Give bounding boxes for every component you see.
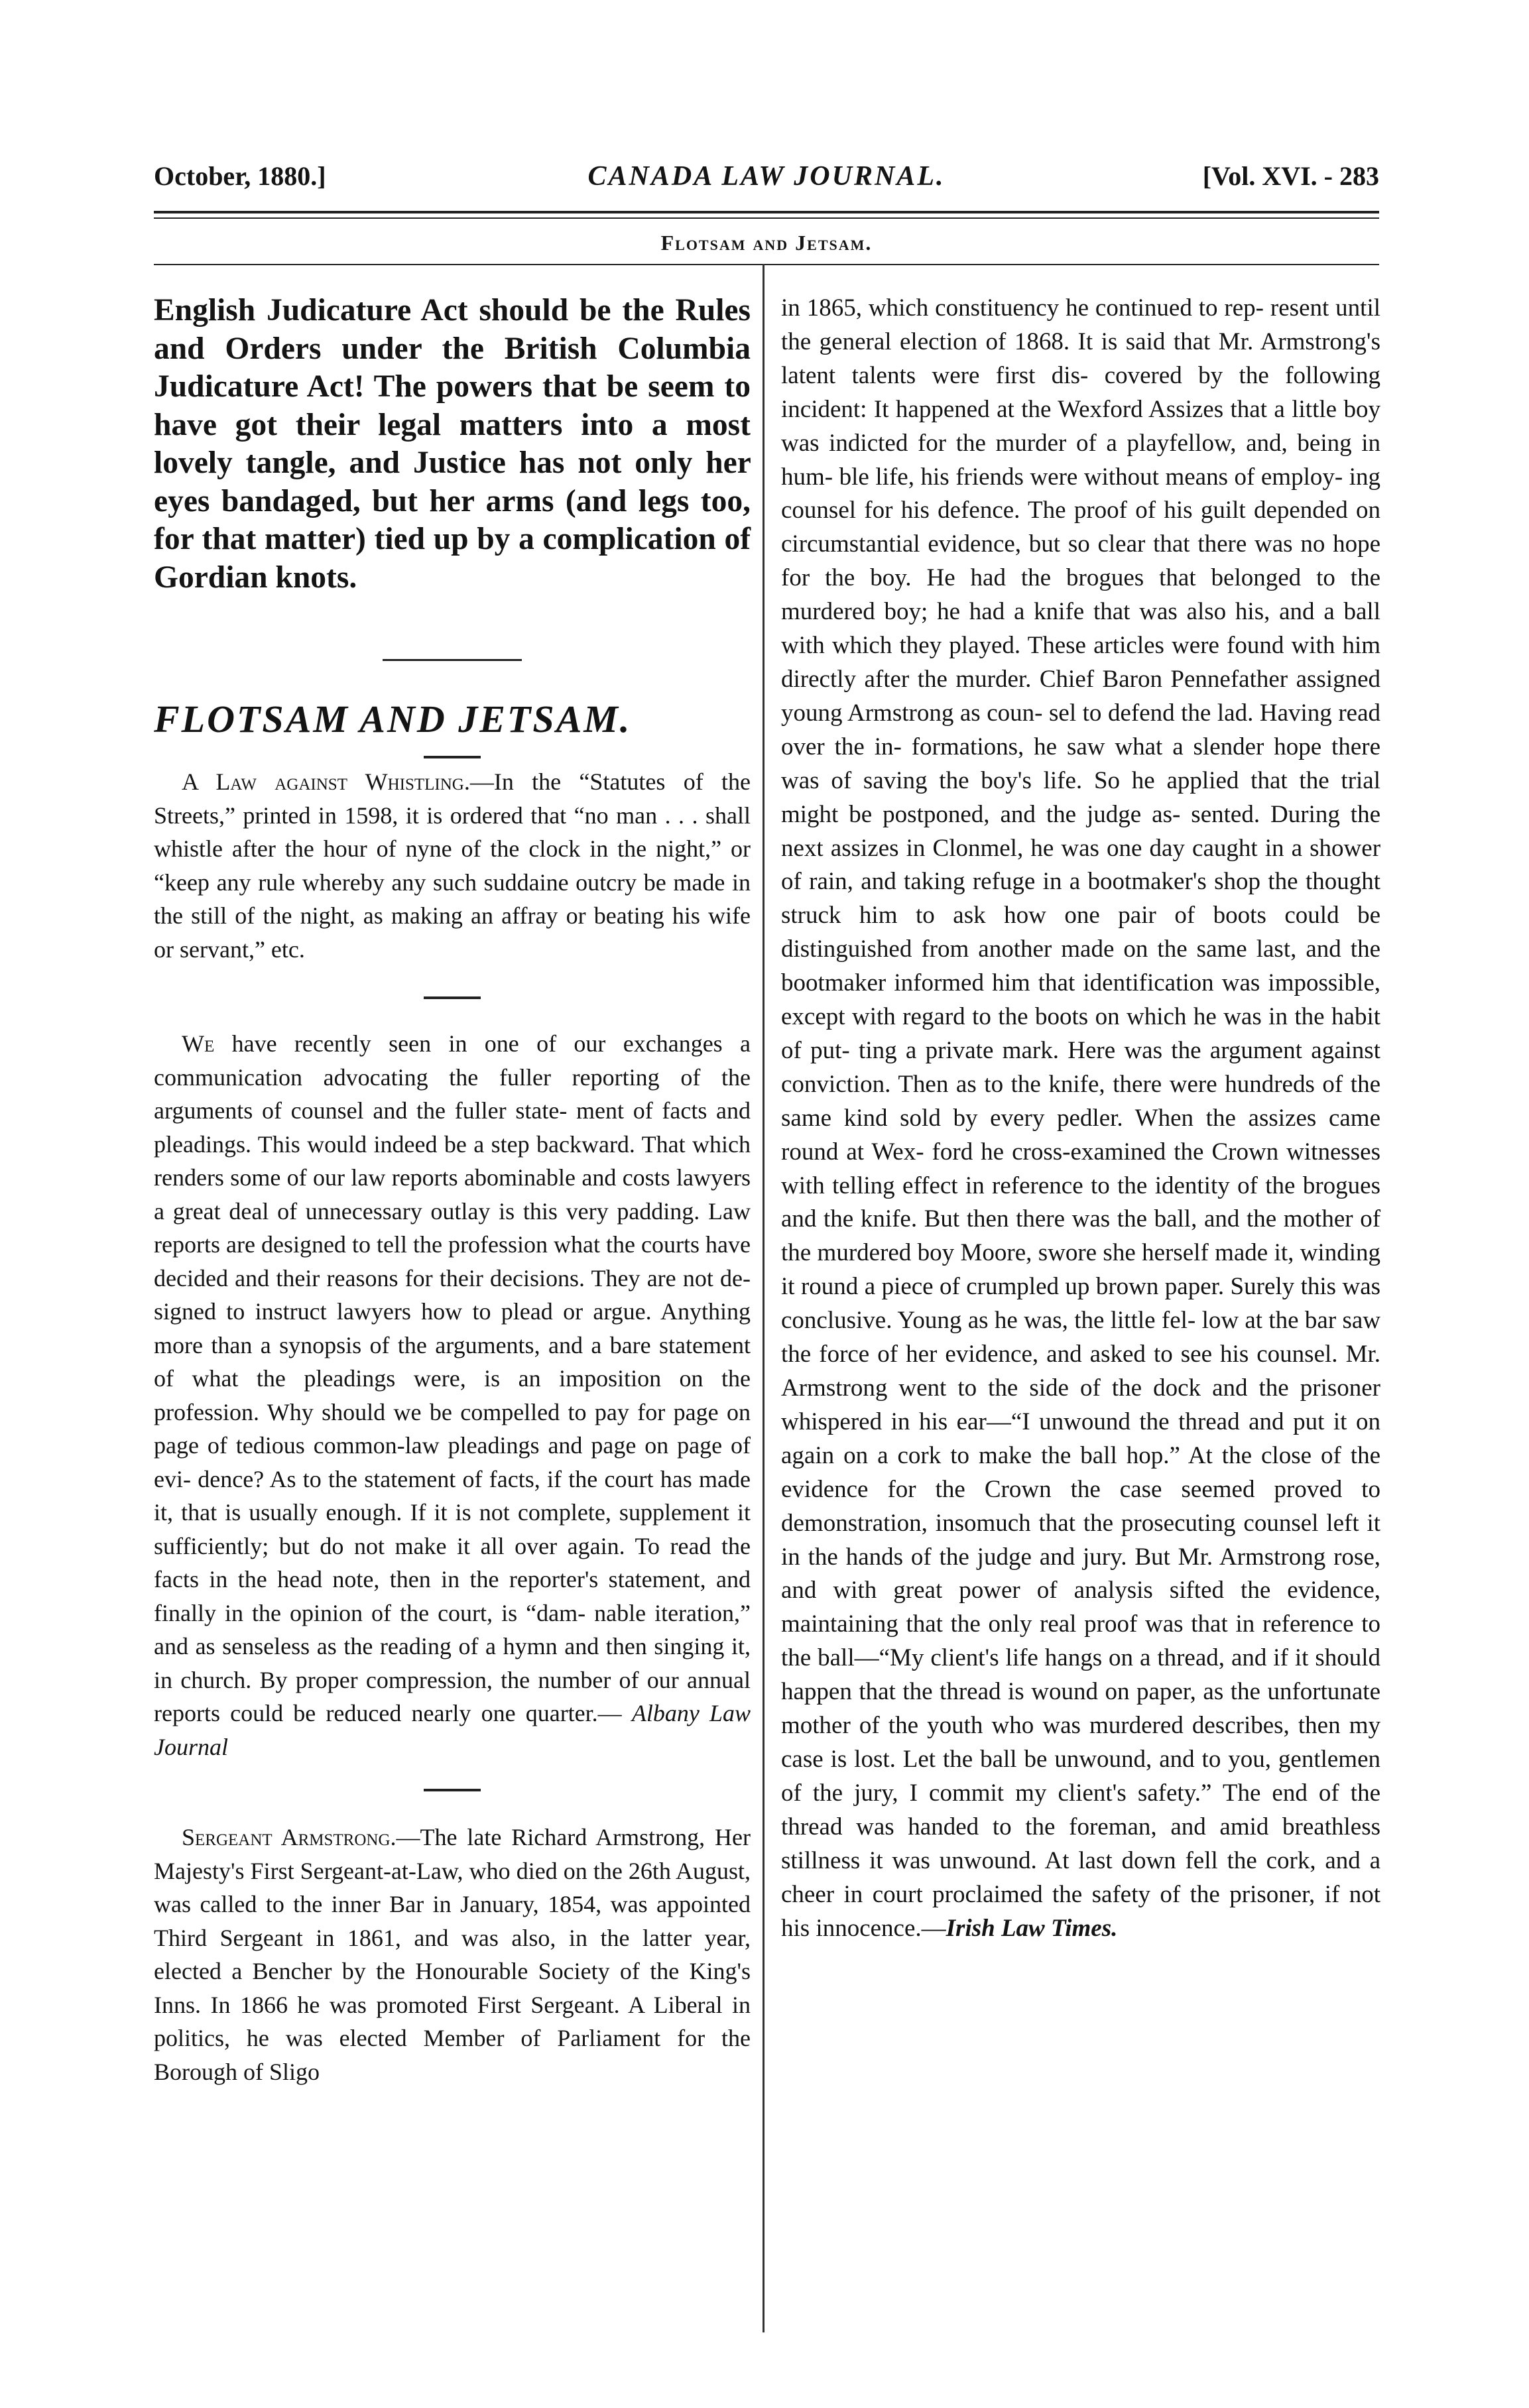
article-lead-word: We: [182, 1030, 215, 1057]
text-line: formations, he saw what a slender hope there was: [781, 733, 1381, 794]
column-divider: [763, 264, 764, 2332]
text-line: of Gordian knots.: [154, 522, 751, 595]
text-line: in the head note, then in the reporter's statement,: [209, 1566, 706, 1593]
text-line: in the still of the night, as making an affray or: [154, 869, 751, 929]
text-line: which they played. These articles were found: [831, 632, 1284, 660]
text-line: case is lost. Let the ball be unwound, and to you,: [781, 1745, 1271, 1773]
text-line: low at the bar saw the force of her evidence, and: [781, 1307, 1381, 1368]
text-line: could be distinguished from another made on the: [781, 902, 1381, 963]
header-date: October, 1880.]: [154, 161, 326, 191]
text-line: the foreman, and amid breathless stillness it was: [781, 1813, 1380, 1874]
judicature-paragraph: [154, 292, 751, 597]
text-line: and Orders under the British Columbia: [154, 331, 751, 366]
armstrong-paragraph: [154, 1821, 751, 2088]
text-line: —The late Richard: [396, 1824, 587, 1850]
text-line: signed to instruct lawyers how to plead or argue.: [154, 1298, 652, 1325]
text-line: Member of Parliament for the Borough of Sligo: [154, 2025, 751, 2085]
text-line: and taking refuge in a bootmaker's shop the: [861, 868, 1298, 896]
text-line: who died on the 26th August, was called to the: [154, 1857, 751, 1917]
text-line: be a step backward. That which renders some: [154, 1130, 751, 1191]
text-line: not his innocence.—: [781, 1880, 1380, 1942]
text-line: sel to defend the lad. Having read over the in-: [781, 699, 1380, 760]
text-line: reference to the ball—“My client's life hangs on: [781, 1610, 1380, 1672]
text-line: sented. During the next assizes in Clonmel,: [781, 800, 1381, 862]
text-line: that there was no hope for the boy. He had the: [781, 530, 1380, 592]
text-line: in 1865, which constituency he continued to rep-: [781, 294, 1264, 322]
text-line: Sergeant. A Liberal in politics, he was elected: [154, 1991, 751, 2051]
text-line: same last, and the bootmaker informed him that: [781, 935, 1381, 997]
text-line: again on a cork to make the ball hop.” At the: [781, 1441, 1253, 1469]
text-line: that Mr. Armstrong's latent talents were first dis-: [781, 328, 1381, 389]
text-line: of saving the boy's life. So he applied that the: [831, 766, 1329, 794]
text-line: asked to see his counsel. Mr. Armstrong went: [781, 1341, 1381, 1402]
text-line: is an imposition on the profession. Why should: [154, 1365, 751, 1425]
source-citation: Albany Law Journal: [154, 1700, 751, 1760]
text-line: covered by the following incident: It happened at: [781, 361, 1381, 423]
text-line: to the boots on which he was in the habit of put-: [781, 1003, 1381, 1064]
text-line: the Wexford Assizes that a little boy was indicted: [781, 395, 1380, 457]
text-line: gentlemen of the jury, I commit my client's: [781, 1745, 1381, 1807]
text-line: of a hymn and then singing it, in church. By: [154, 1633, 751, 1693]
header-rule-thick: [154, 211, 1379, 213]
text-line: in his ear—“I unwound the thread and put it on: [890, 1408, 1381, 1435]
left-column: [154, 292, 751, 2088]
text-line: maintaining that the only real proof was that in: [781, 1610, 1255, 1638]
header-rule-thin: [154, 217, 1379, 219]
text-line: reasons for their decisions. They are not de-: [326, 1264, 751, 1292]
source-citation: Irish Law Times.: [946, 1914, 1118, 1942]
text-line: were hundreds of the same kind sold by every: [781, 1070, 1380, 1132]
header-volume-page: [Vol. XVI. - 283: [1202, 161, 1379, 191]
text-line: court has made it, that is usually enough. If it: [154, 1465, 751, 1526]
text-line: is wound on paper, as the unfortunate mother of: [781, 1678, 1381, 1740]
text-line: close of the evidence for the Crown the case: [781, 1441, 1381, 1503]
text-line: trial might be postponed, and the judge as-: [781, 766, 1381, 828]
text-line: ble life, his friends were without means of employ-: [839, 463, 1343, 491]
reporting-paragraph: [154, 1027, 751, 1764]
text-line: a communication advocating the fuller reporting: [154, 1030, 751, 1091]
text-line: profession what the courts have decided and their: [154, 1231, 751, 1292]
text-line: with great power of analysis sifted the evidence,: [833, 1577, 1380, 1604]
armstrong-continued-paragraph: [781, 292, 1380, 1945]
text-line: ford he cross-examined the Crown witnesses with: [781, 1138, 1381, 1199]
text-line: identification was impossible, except with regard: [781, 969, 1381, 1031]
text-line: inner Bar in January, 1854, was appointed Third: [154, 1891, 751, 1951]
text-line: dence? As to the statement of facts, if the: [198, 1465, 598, 1492]
running-head-rule: [154, 264, 1379, 265]
text-line: of our law reports abominable and costs lawyers: [286, 1164, 751, 1191]
article-heading: Sergeant Armstrong.: [182, 1824, 397, 1850]
text-line: have recently seen in one of our exchanges: [214, 1030, 723, 1057]
text-line: thought struck him to ask how one pair of boots: [781, 868, 1381, 930]
text-line: ing counsel for his defence. The proof of his guilt: [781, 463, 1381, 524]
text-line: had a knife that was also his, and a ball with: [781, 598, 1380, 660]
text-line: resent until the general election of 1868. It is said: [781, 294, 1381, 355]
text-line: we be compelled to pay for page on page of tedious: [154, 1398, 751, 1459]
text-line: —In the “Statutes: [469, 768, 666, 795]
text-line: do not make it all over again. To read the facts: [154, 1532, 751, 1593]
text-line: eyes bandaged, but her arms (and legs too,: [154, 483, 751, 518]
text-line: Judicature Act! The powers that be seem: [154, 369, 715, 404]
text-line: beating his wife or servant,” etc.: [154, 902, 751, 963]
text-line: unwound. At last down fell the cork, and a cheer: [781, 1846, 1381, 1908]
text-line: brogues that belonged to the murdered boy; he: [781, 564, 1380, 626]
text-line: to have got their legal matters into a most: [154, 369, 751, 442]
text-line: elected a Bencher by the Honourable Society of: [154, 1958, 640, 1984]
text-line: common-law pleadings and page on page of evi-: [154, 1432, 751, 1492]
text-line: brogues and the knife. But then there was the: [781, 1172, 1380, 1233]
text-line: swore she herself made it, winding it round a: [781, 1239, 1380, 1301]
text-line: the prosecuting counsel left it in the hands of the: [781, 1509, 1381, 1571]
text-line: is not complete, supplement it sufficiently; but: [154, 1499, 751, 1559]
text-line: judge and jury. But Mr. Armstrong rose, and: [781, 1543, 1381, 1604]
text-line: lovely tangle, and Justice has not only her: [154, 446, 751, 480]
text-line: and finally in the opinion of the court, is “dam-: [154, 1566, 751, 1626]
text-line: reports could be reduced nearly one quarter.—: [154, 1700, 622, 1726]
text-line: and a bare statement of what the pleadings were,: [154, 1331, 751, 1392]
text-line: Anything more than a synopsis of the arguments,: [154, 1298, 751, 1358]
text-line: Pennefather assigned young Armstrong as coun-: [781, 665, 1380, 727]
text-line: Sergeant in 1861, and was also, in the latter year,: [219, 1924, 751, 1951]
text-line: ball, and the mother of the murdered boy Moore,: [781, 1205, 1381, 1267]
text-line: Armstrong, Her Majesty's First Sergeant-at-Law,: [154, 1824, 751, 1884]
article-heading: A Law against Whistling.: [182, 768, 470, 795]
text-line: pedler. When the assizes came round at Wex-: [781, 1104, 1380, 1166]
text-line: padding. Law reports are designed to tell the: [154, 1197, 751, 1258]
text-line: ment of facts and pleadings. This would indeed: [154, 1097, 751, 1158]
text-line: of the arguments of counsel and the fuller state-: [154, 1063, 751, 1124]
text-line: with him directly after the murder. Chief Baron: [781, 632, 1381, 693]
text-line: rule whereby any such suddaine outcry be made: [258, 869, 725, 896]
text-line: a thread, and if it should happen that the thread: [781, 1644, 1380, 1706]
text-line: in court proclaimed the safety of the prisoner, if: [843, 1880, 1340, 1908]
text-line: a great deal of unnecessary outlay is this very: [154, 1197, 609, 1225]
running-head: Flotsam and Jetsam.: [660, 231, 873, 255]
text-line: ting a private mark. Here was the argument: [859, 1036, 1302, 1064]
text-line: depended on circumstantial evidence, but so clear: [781, 497, 1380, 558]
text-line: the King's Inns. In 1866 he was promoted First: [154, 1958, 751, 2018]
text-line: for that matter) tied up by a complication: [154, 522, 716, 556]
header-journal-title: CANADA LAW JOURNAL.: [587, 161, 946, 192]
text-line: piece of crumpled up brown paper. Surely this: [881, 1273, 1337, 1301]
text-line: seemed proved to demonstration, insomuch that: [781, 1475, 1380, 1537]
right-column: [781, 292, 1380, 1945]
whistling-paragraph: [154, 765, 751, 966]
text-line: proper compression, the number of our annual: [295, 1666, 751, 1693]
text-line: safety.” The end of the thread was handed to: [781, 1779, 1380, 1840]
section-title: FLOTSAM AND JETSAM.: [154, 697, 632, 741]
text-line: against conviction. Then as to the knife, there: [781, 1036, 1380, 1098]
text-line: the youth who was murdered describes, then my: [888, 1712, 1380, 1740]
text-line: for the murder of a playfellow, and, being in hum-: [781, 429, 1380, 491]
text-line: telling effect in reference to the identity of the: [832, 1172, 1296, 1199]
page-header: [154, 154, 1379, 200]
text-line: English Judicature Act should be the Rules: [154, 293, 751, 328]
text-line: of nyne of the clock in the night,” or “keep any: [154, 835, 751, 896]
text-line: “no man . . . shall whistle after the hour: [154, 802, 751, 862]
text-line: of the Streets,” printed in 1598, it is ordered that: [154, 768, 751, 829]
text-line: was conclusive. Young as he was, the little fel-: [781, 1273, 1381, 1335]
text-line: to the side of the dock and the prisoner whispered: [781, 1374, 1381, 1435]
text-line: nable iteration,” and as senseless as the reading: [154, 1599, 751, 1659]
text-line: he was one day caught in a shower of rain,: [781, 834, 1381, 896]
